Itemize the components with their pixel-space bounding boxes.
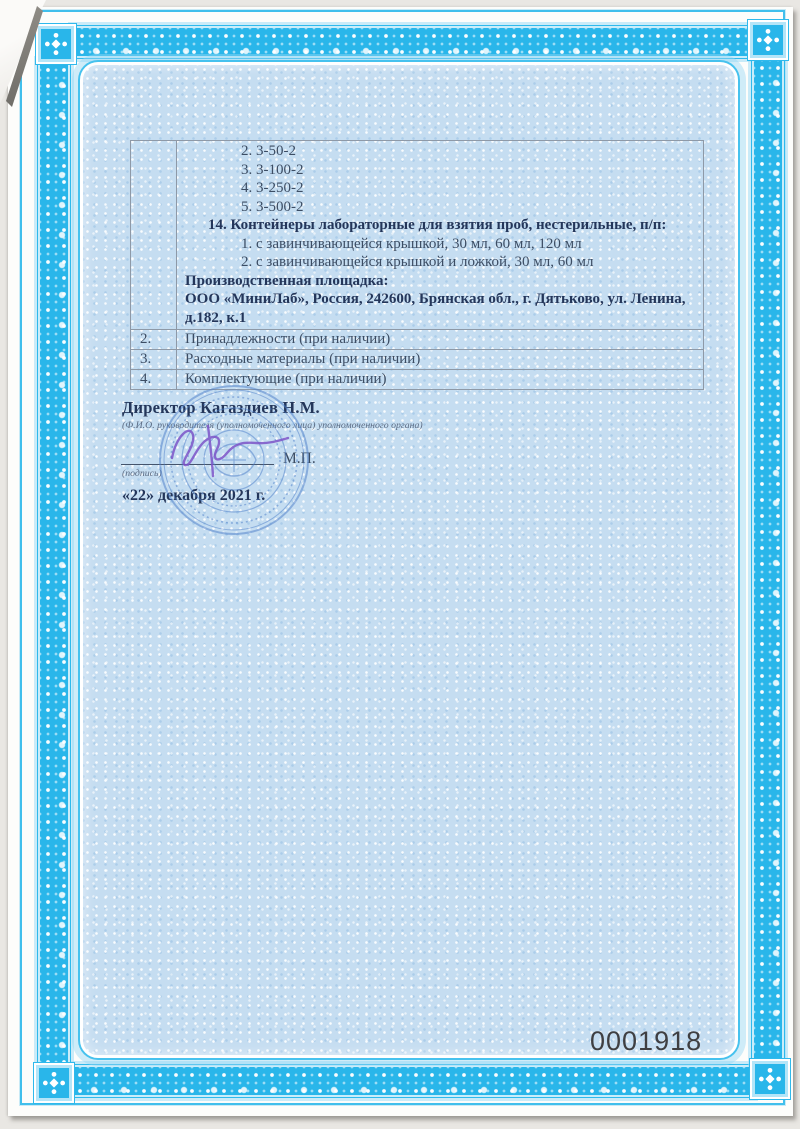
- size-variant: 2. 3-50-2: [241, 143, 296, 159]
- director-caption: (Ф.И.О. руководителя (уполномоченного лица) уполномоченного органа): [122, 420, 423, 431]
- size-variant: 4. 3-250-2: [241, 180, 304, 196]
- rosette-icon: [41, 1070, 67, 1096]
- ornament-band-top: [72, 26, 752, 58]
- director-name-line: Директор Кагаздиев Н.М.: [122, 398, 320, 417]
- row-number: 3.: [131, 350, 177, 370]
- continued-content-cell: [177, 141, 704, 330]
- production-site-value: ООО «МиниЛаб», Россия, 242600, Брянская обл., г. Дятьково, ул. Ленина, д.182, к.1: [185, 291, 686, 326]
- stamp-place-label: М.П.: [283, 450, 316, 467]
- table-row: [131, 330, 704, 350]
- row-number: 4.: [131, 370, 177, 390]
- table-row: [131, 350, 704, 370]
- signature-caption: (подпись): [122, 468, 162, 479]
- row-number: 2.: [131, 330, 177, 350]
- item14-variant: 1. с завинчивающейся крышкой, 30 мл, 60 мл, 120 мл: [241, 235, 582, 252]
- rosette-icon: [757, 1066, 783, 1092]
- size-variant: 3. 3-100-2: [241, 161, 304, 178]
- ornament-band-left: [38, 60, 70, 1067]
- production-site-label: Производственная площадка:: [185, 272, 389, 289]
- row-number-cell-empty: [131, 141, 177, 330]
- ornament-band-right: [752, 58, 784, 1063]
- device-spec-table: [130, 140, 704, 390]
- corner-ornament-top-left: [36, 24, 76, 64]
- date-line: «22» декабря 2021 г.: [122, 487, 266, 504]
- rosette-icon: [755, 27, 781, 53]
- item14-variant: 2. с завинчивающейся крышкой и ложкой, 30 мл, 60 мл: [241, 254, 594, 270]
- corner-ornament-top-right: [748, 20, 788, 60]
- row-label: Комплектующие (при наличии): [177, 370, 704, 390]
- size-variant: 5. 3-500-2: [241, 198, 304, 215]
- row-label: Принадлежности (при наличии): [177, 330, 704, 350]
- rosette-icon: [43, 31, 69, 57]
- serial-number: 0001918: [590, 1026, 703, 1056]
- handwritten-signature: [164, 418, 294, 480]
- corner-ornament-bottom-left: [34, 1063, 74, 1103]
- row-label: Расходные материалы (при наличии): [177, 350, 704, 370]
- ornament-band-bottom: [70, 1065, 754, 1097]
- item14-title: 14. Контейнеры лабораторные для взятия проб, нестерильные, п/п:: [208, 217, 667, 233]
- corner-ornament-bottom-right: [750, 1059, 790, 1099]
- table-row-continued: [131, 141, 704, 330]
